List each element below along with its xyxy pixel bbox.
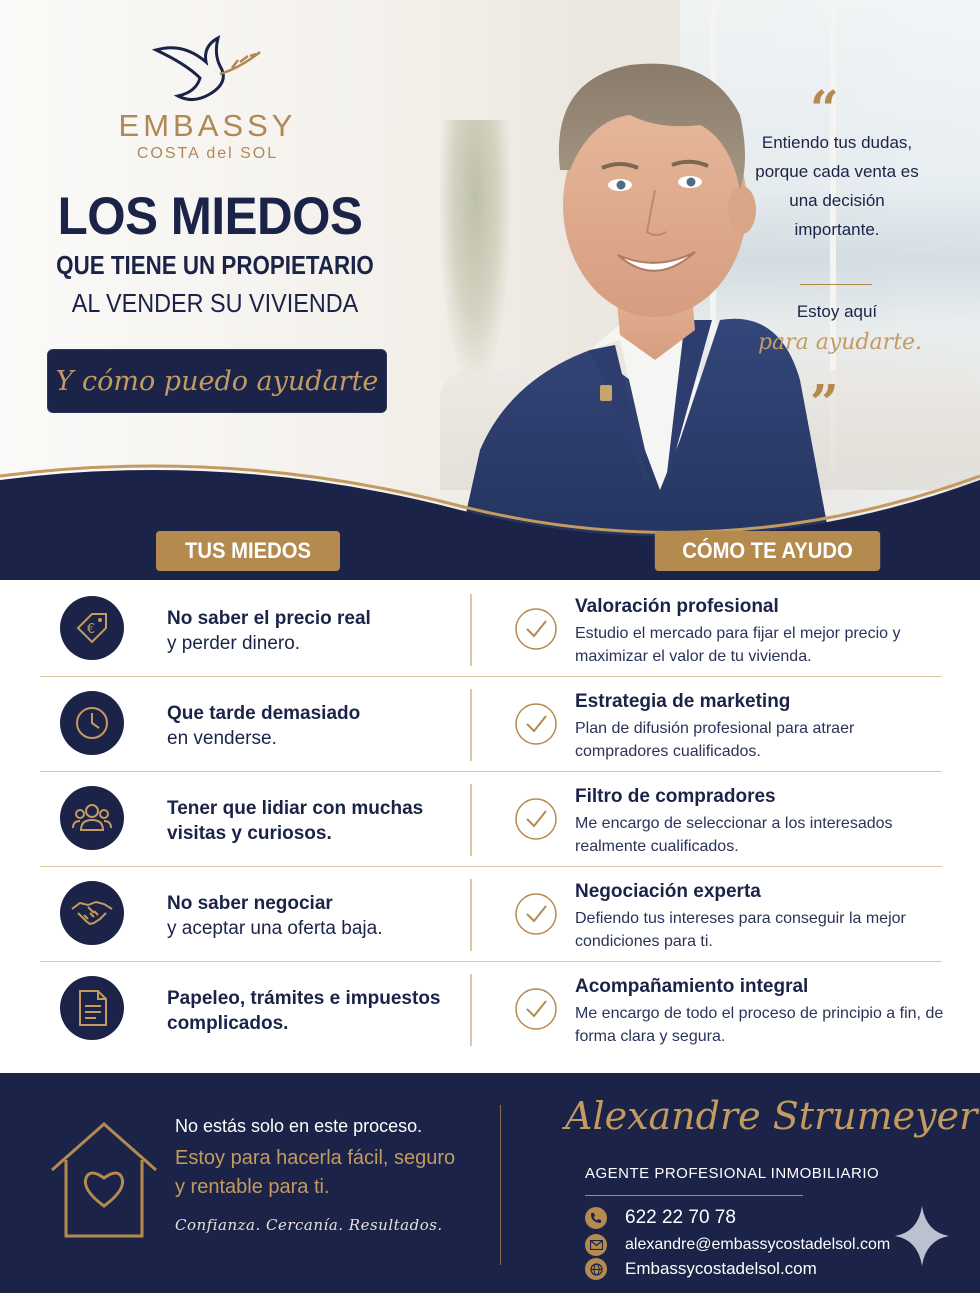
fears-table [40,582,942,1057]
page-title: LOS MIEDOS [57,187,363,246]
email-address: alexandre@embassycostadelsol.com [625,1236,891,1253]
contact-website[interactable] [585,1258,817,1280]
table-row [40,772,942,867]
handshake-icon [60,881,124,945]
help-title: Estrategia de marketing [575,691,791,712]
fear-text: Papeleo, trámites e impuestos complicados. [167,988,441,1034]
help-description: Estudio el mercado para fijar el mejor precio y maximizar el valor de tu vivienda. [575,625,901,665]
footer-motto: Confianza. Cercanía. Resultados. [175,1216,443,1234]
help-title: Negociación experta [575,881,761,902]
quote-here-text: Estoy aquí [796,302,878,321]
page-title-line-3: AL VENDER SU VIVIENDA [71,288,359,318]
tab-fears: TUS MIEDOS [156,531,340,571]
table-row [40,582,942,677]
help-title: Valoración profesional [575,596,779,617]
row-divider [470,689,472,761]
check-circle-icon [514,797,558,841]
quote-script-text: para ayudarte. [757,330,923,355]
svg-text:€: € [86,622,96,637]
tab-how-i-help: CÓMO TE AYUDO [655,531,880,571]
footer-message: No estás solo en este proceso. [175,1116,423,1136]
fear-text: Que tarde demasiado en venderse. [167,703,361,749]
check-circle-icon [514,702,558,746]
row-divider [470,879,472,951]
help-description: Defiendo tus intereses para conseguir la mejor condiciones para ti. [575,910,906,950]
quote-divider [800,284,872,285]
agent-signature: Alexandre Strumeyer [565,1094,978,1138]
subtitle-text: Y cómo puedo ayudarte [55,365,379,397]
table-row [40,677,942,772]
house-heart-icon [46,1118,162,1240]
phone-icon [585,1207,607,1229]
agent-role: AGENTE PROFESIONAL INMOBILIARIO [585,1165,880,1182]
fear-text: No saber el precio real y perder dinero. [167,608,371,654]
help-description: Me encargo de seleccionar a los interesados realmente cualificados. [575,815,893,855]
clock-icon [60,691,124,755]
website-url: Embassycostadelsol.com [625,1259,817,1278]
row-divider [470,784,472,856]
phone-number: 622 22 70 78 [625,1207,736,1228]
check-circle-icon [514,987,558,1031]
mail-icon [585,1234,607,1256]
check-circle-icon [514,892,558,936]
subtitle-banner [47,349,387,413]
brand-name: EMBASSY [118,108,297,143]
quote-open-icon: “ [810,79,839,138]
quote-close-icon: ” [810,373,839,432]
quote-text: Entiendo tus dudas, porque cada venta es una decisión importante. [755,133,919,239]
fear-text: No saber negociar y aceptar una oferta baja. [167,893,383,939]
globe-icon [585,1258,607,1280]
row-divider [470,974,472,1046]
row-divider [470,594,472,666]
check-circle-icon [514,607,558,651]
agent-rule [585,1195,803,1196]
table-row [40,962,942,1057]
help-title: Acompañamiento integral [575,976,809,997]
dove-logo-icon [148,34,268,108]
help-title: Filtro de compradores [575,786,776,807]
table-row [40,867,942,962]
people-icon [60,786,124,850]
document-icon [60,976,124,1040]
sparkle-icon [893,1204,951,1268]
footer-highlight: Estoy para hacerla fácil, seguro y rentable para ti. [175,1147,456,1198]
contact-email[interactable] [585,1234,890,1256]
fear-text: Tener que lidiar con muchas visitas y curiosos. [167,798,424,844]
help-description: Plan de difusión profesional para atraer compradores cualificados. [575,720,855,760]
brand-subtitle: COSTA del SOL [136,145,279,162]
page-title-line-2: QUE TIENE UN PROPIETARIO [56,250,374,280]
price-tag-euro-icon [60,596,124,660]
contact-phone[interactable] [585,1207,736,1229]
help-description: Me encargo de todo el proceso de principio a fin, de forma clara y segura. [575,1005,944,1045]
footer-divider [500,1105,501,1265]
